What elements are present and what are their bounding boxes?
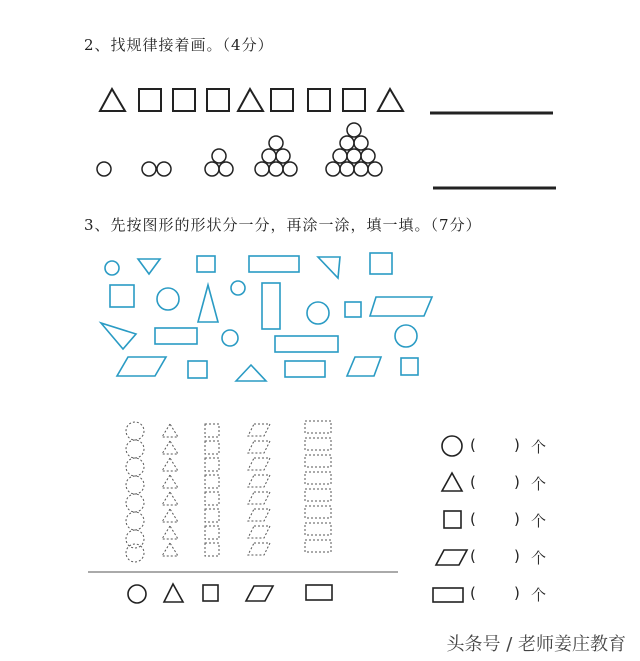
circle-icon bbox=[126, 458, 144, 476]
circle-icon bbox=[269, 136, 283, 150]
circle-icon bbox=[231, 281, 245, 295]
square-icon bbox=[370, 253, 392, 274]
square-icon bbox=[173, 89, 195, 111]
open-paren: ( bbox=[470, 510, 476, 528]
circle-icon bbox=[128, 585, 146, 603]
open-paren: ( bbox=[470, 547, 476, 565]
circle-icon bbox=[126, 494, 144, 512]
square-icon bbox=[203, 585, 218, 601]
square-icon bbox=[110, 285, 134, 307]
circle-icon bbox=[307, 302, 329, 324]
circle-pattern-row bbox=[97, 123, 382, 176]
circle-icon bbox=[269, 162, 283, 176]
square-icon bbox=[205, 441, 219, 454]
circle-icon bbox=[333, 149, 347, 163]
circle-icon bbox=[157, 162, 171, 176]
unit-label: 个 bbox=[531, 438, 547, 456]
unit-label: 个 bbox=[531, 586, 547, 604]
parallelogram-icon bbox=[347, 357, 381, 376]
triangle-icon bbox=[238, 89, 263, 111]
circle-icon bbox=[126, 544, 144, 562]
circle-icon bbox=[126, 422, 144, 440]
rectangle-icon bbox=[275, 336, 338, 352]
square-icon bbox=[205, 526, 219, 539]
rectangle-icon bbox=[262, 283, 280, 329]
circle-icon bbox=[142, 162, 156, 176]
close-paren: ) bbox=[514, 436, 520, 454]
circle-icon bbox=[126, 476, 144, 494]
circle-column bbox=[126, 422, 144, 562]
square-icon bbox=[205, 509, 219, 522]
circle-icon bbox=[222, 330, 238, 346]
triangle-icon bbox=[378, 89, 403, 111]
circle-icon bbox=[326, 162, 340, 176]
circle-icon bbox=[97, 162, 111, 176]
square-icon bbox=[271, 89, 293, 111]
square-icon bbox=[401, 358, 418, 375]
question-3-title: 3、先按图形的形状分一分，再涂一涂，填一填。（7分） bbox=[84, 216, 482, 234]
parallelogram-icon bbox=[248, 424, 270, 436]
close-paren: ) bbox=[514, 473, 520, 491]
circle-icon bbox=[361, 149, 375, 163]
triangle-icon bbox=[101, 323, 136, 349]
circle-icon bbox=[354, 162, 368, 176]
triangle-icon bbox=[164, 584, 183, 602]
pattern-row-shapes bbox=[100, 89, 403, 111]
triangle-icon bbox=[162, 509, 178, 522]
circle-icon bbox=[395, 325, 417, 347]
triangle-icon bbox=[162, 424, 178, 437]
parallelogram-icon bbox=[246, 586, 273, 601]
rectangle-icon bbox=[305, 489, 331, 501]
triangle-icon bbox=[198, 285, 218, 322]
parallelogram-icon bbox=[117, 357, 166, 376]
rectangle-icon bbox=[305, 455, 331, 467]
rectangle-icon bbox=[305, 472, 331, 484]
parallelogram-icon bbox=[370, 297, 432, 316]
circle-icon bbox=[354, 136, 368, 150]
parallelogram-icon bbox=[248, 543, 270, 555]
circle-icon bbox=[126, 530, 144, 548]
rectangle-icon bbox=[306, 585, 332, 600]
triangle-icon bbox=[162, 543, 178, 556]
circle-icon bbox=[212, 149, 226, 163]
close-paren: ) bbox=[514, 510, 520, 528]
parallelogram-icon bbox=[248, 475, 270, 487]
circle-icon bbox=[255, 162, 269, 176]
circle-icon bbox=[347, 149, 361, 163]
triangle-icon bbox=[442, 473, 462, 491]
triangle-icon bbox=[162, 526, 178, 539]
triangle-icon bbox=[162, 441, 178, 454]
count-table-shapes bbox=[433, 436, 467, 602]
square-icon bbox=[205, 458, 219, 471]
square-icon bbox=[139, 89, 161, 111]
circle-icon bbox=[157, 288, 179, 310]
unit-label: 个 bbox=[531, 512, 547, 530]
parallelogram-icon bbox=[248, 509, 270, 521]
triangle-icon bbox=[162, 492, 178, 505]
square-icon bbox=[205, 492, 219, 505]
rectangle-icon bbox=[155, 328, 197, 344]
square-icon bbox=[197, 256, 215, 272]
circle-icon bbox=[283, 162, 297, 176]
square-icon bbox=[207, 89, 229, 111]
square-icon bbox=[343, 89, 365, 111]
rectangle-icon bbox=[305, 523, 331, 535]
question-2-title: 2、找规律接着画。（4分） bbox=[84, 36, 274, 54]
close-paren: ) bbox=[514, 547, 520, 565]
square-icon bbox=[188, 361, 207, 378]
square-icon bbox=[444, 511, 461, 528]
parallelogram-icon bbox=[248, 441, 270, 453]
open-paren: ( bbox=[470, 584, 476, 602]
square-icon bbox=[345, 302, 361, 317]
column-legend-shapes bbox=[128, 584, 332, 603]
rectangle-icon bbox=[249, 256, 299, 272]
sorting-columns bbox=[126, 421, 331, 562]
close-paren: ) bbox=[514, 584, 520, 602]
triangle-icon bbox=[318, 257, 340, 278]
circle-icon bbox=[347, 123, 361, 137]
square-icon bbox=[205, 424, 219, 437]
parallelogram-icon bbox=[436, 550, 467, 565]
parallelogram-icon bbox=[248, 526, 270, 538]
square-column bbox=[205, 424, 219, 556]
circle-icon bbox=[126, 512, 144, 530]
rectangle-icon bbox=[433, 588, 463, 602]
parallelogram-icon bbox=[248, 458, 270, 470]
circle-icon bbox=[262, 149, 276, 163]
unit-label: 个 bbox=[531, 549, 547, 567]
rectangle-icon bbox=[305, 506, 331, 518]
square-icon bbox=[205, 543, 219, 556]
blue-shape-cluster bbox=[101, 253, 432, 381]
triangle-icon bbox=[162, 475, 178, 488]
triangle-icon bbox=[138, 259, 160, 274]
triangle-icon bbox=[100, 89, 125, 111]
open-paren: ( bbox=[470, 436, 476, 454]
circle-icon bbox=[442, 436, 462, 456]
rectangle-icon bbox=[285, 361, 325, 377]
rectangle-icon bbox=[305, 438, 331, 450]
square-icon bbox=[205, 475, 219, 488]
watermark: 头条号 / 老师姜庄教育 bbox=[446, 634, 626, 655]
rectangle-icon bbox=[305, 540, 331, 552]
square-icon bbox=[308, 89, 330, 111]
triangle-column bbox=[162, 424, 178, 556]
circle-icon bbox=[276, 149, 290, 163]
triangle-icon bbox=[162, 458, 178, 471]
triangle-icon bbox=[236, 365, 266, 381]
open-paren: ( bbox=[470, 473, 476, 491]
rectangle-column bbox=[305, 421, 331, 552]
circle-icon bbox=[340, 136, 354, 150]
circle-icon bbox=[205, 162, 219, 176]
circle-icon bbox=[340, 162, 354, 176]
rectangle-icon bbox=[305, 421, 331, 433]
parallelogram-column bbox=[248, 424, 270, 555]
parallelogram-icon bbox=[248, 492, 270, 504]
unit-label: 个 bbox=[531, 475, 547, 493]
circle-icon bbox=[368, 162, 382, 176]
circle-icon bbox=[126, 440, 144, 458]
circle-icon bbox=[219, 162, 233, 176]
circle-icon bbox=[105, 261, 119, 275]
